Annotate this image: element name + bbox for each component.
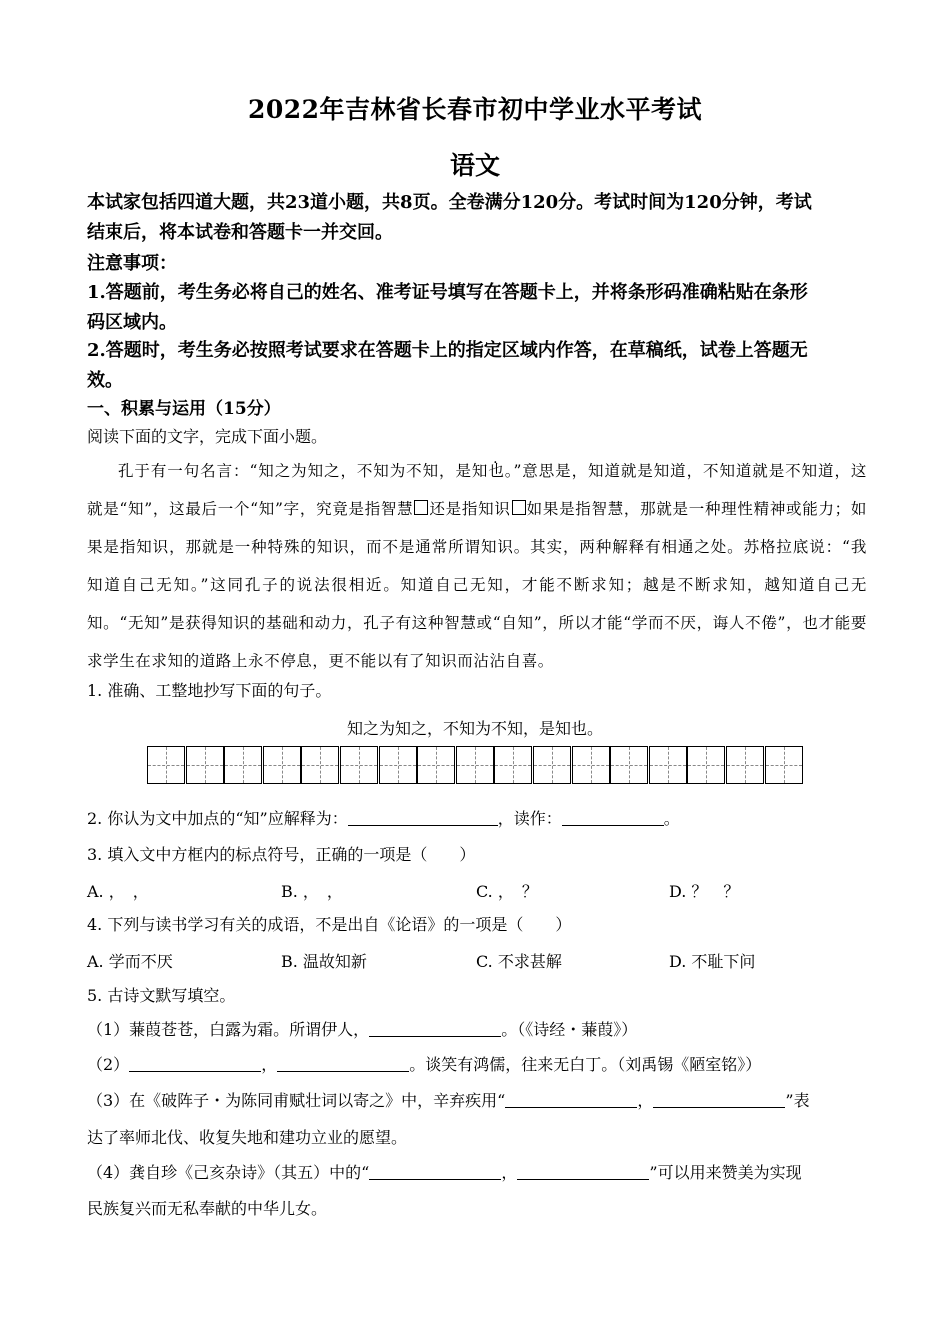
q2-prefix: 2. 你认为文中加点的“知”应解释为： <box>87 809 348 828</box>
q5-item-1-source: 。（《诗经・蒹葭》） <box>501 1020 638 1039</box>
grid-cell[interactable] <box>224 746 262 784</box>
grid-cell[interactable] <box>456 746 494 784</box>
grid-cell[interactable] <box>340 746 378 784</box>
grid-cell[interactable] <box>263 746 301 784</box>
q5-item-4-tail: ”可以用来赞美为实现 <box>649 1163 802 1182</box>
q1-stem: 1. 准确、工整地抄写下面的句子。 <box>87 681 332 700</box>
q5-item-3-tail: ”表 <box>785 1091 810 1110</box>
q5-item-4-line-2: 民族复兴而无私奉献的中华儿女。 <box>87 1199 328 1218</box>
q3-option-a[interactable]: A. ， ， <box>87 882 149 901</box>
note-1-line-2: 码区域内。 <box>87 312 177 333</box>
q5-item-3-text: （3）在《破阵子・为陈同甫赋壮词以寄之》中，辛弃疾用“ <box>87 1091 506 1110</box>
q5-item-2-blank-1[interactable] <box>129 1055 261 1072</box>
grid-cell[interactable] <box>572 746 610 784</box>
dotted-character: 知 <box>471 462 489 480</box>
reading-passage <box>87 452 867 680</box>
page-title: 2022年吉林省长春市初中学业水平考试 <box>247 95 703 124</box>
q2-line <box>87 808 867 830</box>
grid-cell[interactable] <box>765 746 803 784</box>
q5-item-1-text: （1）蒹葭苍苍，白露为霜。所谓伊人， <box>87 1020 370 1039</box>
grid-cell[interactable] <box>417 746 455 784</box>
q5-item-3-comma: ， <box>637 1091 654 1110</box>
intro-line-2: 结束后，将本试卷和答题卡一并交回。 <box>87 222 393 243</box>
q2-answer-blank-1[interactable] <box>348 809 498 826</box>
note-2-line-2: 效。 <box>87 370 123 391</box>
passage-text-4: 如果是指智慧，那就是一种理性精神或能力；如果是指知识，那就是一种特殊的知识，而不是通常所谓知识。其实，两种解释有相通之处。苏格拉底说：“我知道自己无知。”这同孔子的说法很相近。知道自己无知，才能不断求知；越是不断求知，越知道自己无知。“无知”是获得知识的基础和动力，孔子有这种智慧或“自知”，所以才能“学而不厌，诲人不倦”，也才能要求学生在求知的道路上永不停息，更不能以有了知识而沾沾自喜。 <box>87 500 867 670</box>
passage-text-2: 也。”意思是，知道就是知道，不知道就是不知道，这就是“知”，这最后一个“知”字，究竟是指智慧 <box>87 462 867 518</box>
q5-item-2-text: 。谈笑有鸿儒，往来无白丁。（刘禹锡《陋室铭》） <box>409 1055 762 1074</box>
punctuation-box-1 <box>414 500 428 515</box>
q4-option-b[interactable]: B. 温故知新 <box>281 952 367 971</box>
q5-item-3-line-2: 达了率师北伐、收复失地和建功立业的愿望。 <box>87 1128 408 1147</box>
grid-cell[interactable] <box>494 746 532 784</box>
notes-title: 注意事项： <box>87 253 177 274</box>
q5-item-1 <box>87 1019 867 1041</box>
grid-cell[interactable] <box>186 746 224 784</box>
q4-option-c[interactable]: C. 不求甚解 <box>476 952 562 971</box>
q5-item-4-line-1 <box>87 1162 867 1184</box>
q2-answer-blank-2[interactable] <box>562 809 664 826</box>
q5-item-2-comma: ， <box>261 1055 278 1074</box>
grid-cell[interactable] <box>687 746 725 784</box>
section-heading: 一、积累与运用（15分） <box>87 399 281 419</box>
q5-stem: 5. 古诗文默写填空。 <box>87 986 236 1005</box>
subject-title: 语文 <box>449 151 500 180</box>
q5-item-3-blank-1[interactable] <box>505 1091 637 1108</box>
q2-mid: ，读作： <box>497 809 562 828</box>
q5-item-2-num: （2） <box>87 1055 130 1074</box>
q5-item-3-blank-2[interactable] <box>653 1091 785 1108</box>
grid-cell[interactable] <box>147 746 185 784</box>
grid-cell[interactable] <box>610 746 648 784</box>
writing-grid[interactable] <box>147 746 801 786</box>
intro-line-1: 本试家包括四道大题，共23道小题，共8页。全卷满分120分。考试时间为120分钟，考试 <box>87 192 812 213</box>
q2-suffix: 。 <box>663 809 680 828</box>
grid-cell[interactable] <box>301 746 339 784</box>
q3-stem: 3. 填入文中方框内的标点符号，正确的一项是（ ） <box>87 845 476 864</box>
q3-option-d[interactable]: D. ？ ？ <box>669 882 740 901</box>
q5-item-2 <box>87 1054 867 1076</box>
grid-cell[interactable] <box>533 746 571 784</box>
punctuation-box-2 <box>512 500 526 515</box>
passage-text-1: 孔于有一句名言：“知之为知之，不知为不知，是 <box>118 462 472 480</box>
grid-cell[interactable] <box>726 746 764 784</box>
q3-option-c[interactable]: C. ， ？ <box>476 882 538 901</box>
q4-stem: 4. 下列与读书学习有关的成语，不是出自《论语》的一项是（ ） <box>87 915 572 934</box>
q5-item-4-text: （4）龚自珍《己亥杂诗》（其五）中的“ <box>87 1163 370 1182</box>
grid-cell[interactable] <box>379 746 417 784</box>
grid-cell[interactable] <box>649 746 687 784</box>
q4-option-a[interactable]: A. 学而不厌 <box>87 952 173 971</box>
note-2-line-1: 2.答题时，考生务必按照考试要求在答题卡上的指定区域内作答，在草稿纸，试卷上答题无 <box>87 340 808 361</box>
q4-option-d[interactable]: D. 不耻下问 <box>669 952 756 971</box>
passage-text-3: 还是指知识 <box>429 500 511 518</box>
q1-sentence: 知之为知之，不知为不知，是知也。 <box>346 719 603 738</box>
reading-instruction: 阅读下面的文字，完成下面小题。 <box>87 427 328 446</box>
q5-item-4-blank-2[interactable] <box>517 1163 649 1180</box>
q5-item-2-blank-2[interactable] <box>277 1055 409 1072</box>
q5-item-4-blank-1[interactable] <box>369 1163 501 1180</box>
q3-option-b[interactable]: B. ， ， <box>281 882 343 901</box>
q5-item-1-blank[interactable] <box>369 1020 501 1037</box>
q5-item-4-comma: ， <box>501 1163 518 1182</box>
q5-item-3-line-1 <box>87 1090 867 1112</box>
note-1-line-1: 1.答题前，考生务必将自己的姓名、准考证号填写在答题卡上，并将条形码准确粘贴在条形 <box>87 282 808 303</box>
